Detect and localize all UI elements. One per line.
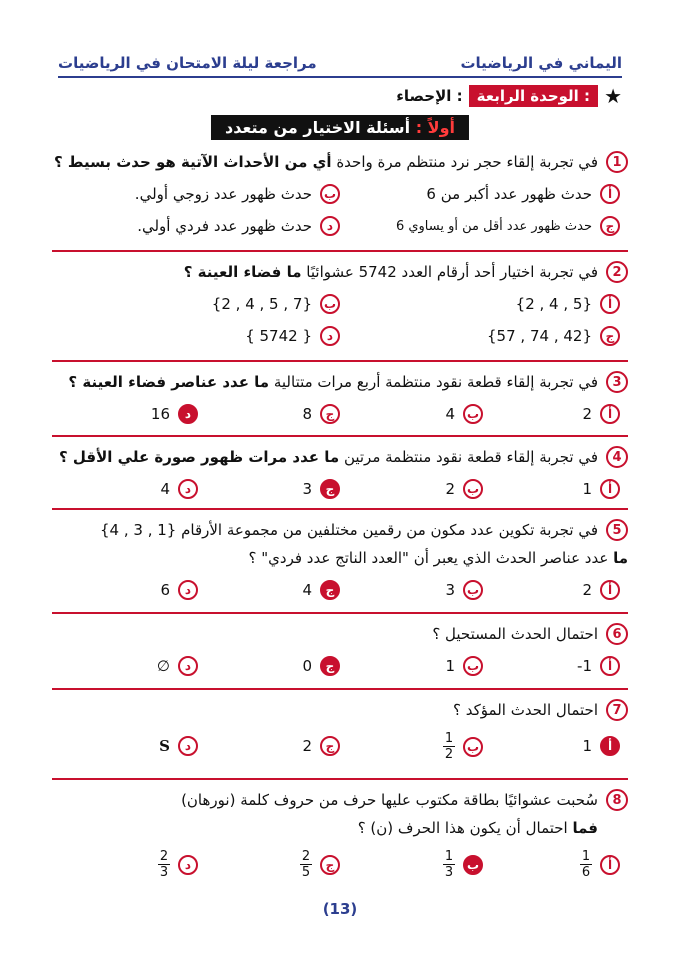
question-divider	[52, 688, 628, 690]
option-value: 1	[445, 657, 455, 675]
option-d[interactable]	[245, 326, 340, 346]
option-letter: ج	[320, 855, 340, 875]
option-letter: أ	[600, 294, 620, 314]
question-divider	[52, 360, 628, 362]
option-b[interactable]	[443, 850, 483, 879]
option-letter: أ	[600, 580, 620, 600]
option-value: 0	[302, 657, 312, 675]
option-c[interactable]	[487, 326, 620, 346]
option-letter: د	[178, 736, 198, 756]
question-divider	[52, 435, 628, 437]
option-c[interactable]	[396, 216, 620, 236]
section-label: أسئلة الاختيار من متعدد	[224, 118, 411, 137]
option-value: -1	[577, 657, 592, 675]
option-b[interactable]	[212, 294, 340, 314]
option-letter: ج	[600, 216, 620, 236]
option-fraction: $\frac{2}{5}$	[301, 849, 311, 880]
header-author: اليماني في الرياضيات	[460, 54, 622, 72]
question-text: في تجربة إلقاء قطعة نقود منتظمة أربع مرات متتالية ما عدد عناصر فضاء العينة ؟	[68, 373, 598, 391]
option-a[interactable]	[516, 294, 620, 314]
question-text: احتمال الحدث المؤكد ؟	[453, 701, 598, 719]
option-a[interactable]	[582, 580, 620, 600]
question-2	[52, 260, 628, 355]
question-3	[52, 370, 628, 435]
option-value: ∅	[156, 657, 170, 675]
question-number: 6	[606, 623, 628, 645]
unit-badge: الوحدة الرابعة :	[469, 85, 598, 107]
header-divider	[58, 76, 622, 78]
option-c[interactable]	[302, 404, 340, 424]
question-text: في تجربة اختيار أحد أرقام العدد 5742 عشوائيًا ما فضاء العينة ؟	[183, 263, 598, 281]
option-letter: أ	[600, 736, 620, 756]
option-letter: ج	[320, 404, 340, 424]
option-letter: د	[178, 855, 198, 875]
option-b[interactable]	[445, 404, 483, 424]
option-fraction: $\frac{2}{3}$	[159, 849, 169, 880]
question-text: في تجربة إلقاء قطعة نقود منتظمة مرتين ما عدد مرات ظهور صورة علي الأقل ؟	[59, 448, 598, 466]
option-fraction: $\frac{1}{6}$	[581, 849, 591, 880]
question-number: 3	[606, 371, 628, 393]
question-number: 1	[606, 151, 628, 173]
option-letter: ب	[463, 479, 483, 499]
option-value: 2	[445, 480, 455, 498]
option-b[interactable]	[445, 580, 483, 600]
option-value: 6	[160, 581, 170, 599]
option-value: 1	[582, 480, 592, 498]
option-value: 2	[302, 737, 312, 755]
option-value: حدث ظهور عدد فردي أولي.	[137, 217, 312, 235]
option-letter: أ	[600, 656, 620, 676]
question-divider	[52, 250, 628, 252]
option-d[interactable]	[160, 580, 198, 600]
option-value: S	[159, 737, 170, 755]
question-8	[52, 788, 628, 888]
option-letter: أ	[600, 184, 620, 204]
option-letter: د	[320, 216, 340, 236]
option-d[interactable]	[137, 216, 340, 236]
option-value: 3	[445, 581, 455, 599]
option-letter: ب	[463, 580, 483, 600]
option-value: حدث ظهور عدد أكبر من 6	[426, 185, 592, 203]
unit-title: الإحصاء :	[396, 87, 463, 105]
option-d[interactable]	[157, 656, 198, 676]
option-letter: أ	[600, 855, 620, 875]
page-header	[58, 52, 622, 78]
option-letter: ب	[463, 737, 483, 757]
option-a[interactable]	[582, 736, 620, 756]
option-letter: ج	[320, 656, 340, 676]
option-letter: أ	[600, 404, 620, 424]
option-letter: د	[320, 326, 340, 346]
question-number: 2	[606, 261, 628, 283]
option-a[interactable]	[582, 479, 620, 499]
question-divider	[52, 508, 628, 510]
question-7	[52, 698, 628, 778]
option-value: 2	[582, 581, 592, 599]
option-value: حدث ظهور عدد أقل من أو يساوي 6	[395, 218, 592, 234]
question-text-line2: فما احتمال أن يكون هذا الحرف (ن) ؟	[357, 819, 598, 837]
option-c[interactable]	[302, 479, 340, 499]
question-divider	[52, 778, 628, 780]
option-letter: د	[178, 404, 198, 424]
option-b[interactable]	[445, 656, 483, 676]
option-c[interactable]	[302, 656, 340, 676]
option-d[interactable]	[160, 479, 198, 499]
option-letter: ب	[463, 404, 483, 424]
header-title: مراجعة ليلة الامتحان في الرياضيات	[58, 54, 317, 72]
option-value: 4	[302, 581, 312, 599]
option-a[interactable]	[577, 656, 620, 676]
star-icon: ★	[604, 84, 622, 108]
option-b[interactable]	[443, 732, 483, 761]
option-value: حدث ظهور عدد زوجي أولي.	[134, 185, 312, 203]
option-d[interactable]	[158, 850, 198, 879]
question-text: سُحبت عشوائيًا بطاقة مكتوب عليها حرف من حروف كلمة (نورهان)	[181, 791, 598, 809]
option-c[interactable]	[302, 736, 340, 756]
question-divider	[52, 612, 628, 614]
option-letter: ب	[463, 656, 483, 676]
option-value: {7 , 5 , 4 , 2}	[211, 295, 312, 313]
option-b[interactable]	[445, 479, 483, 499]
unit-heading	[396, 83, 622, 109]
option-value: 4	[445, 405, 455, 423]
option-value: 16	[150, 405, 170, 423]
option-fraction: $\frac{1}{3}$	[444, 849, 454, 880]
question-number: 4	[606, 446, 628, 468]
option-d[interactable]	[151, 404, 198, 424]
section-prefix: أولاً :	[415, 118, 456, 137]
option-value: { 5742 }	[245, 327, 312, 345]
section-title	[211, 115, 469, 140]
option-value: 4	[160, 480, 170, 498]
question-number: 5	[606, 519, 628, 541]
option-letter: ج	[320, 736, 340, 756]
question-5	[52, 518, 628, 608]
option-value: {42 , 74 , 57}	[487, 327, 592, 345]
option-a[interactable]	[426, 184, 620, 204]
question-text-line2: ما عدد عناصر الحدث الذي يعبر أن "العدد الناتج عدد فردي" ؟	[248, 549, 628, 567]
question-4	[52, 445, 628, 510]
option-d[interactable]	[159, 736, 198, 756]
option-letter: ج	[320, 580, 340, 600]
question-text: في تجربة إلقاء حجر نرد منتظم مرة واحدة أي من الأحداث الآتية هو حدث بسيط ؟	[54, 153, 598, 171]
option-letter: د	[178, 580, 198, 600]
option-fraction: $\frac{1}{2}$	[444, 731, 454, 762]
option-value: 2	[582, 405, 592, 423]
option-value: 1	[582, 737, 592, 755]
option-value: 3	[302, 480, 312, 498]
option-letter: ب	[320, 184, 340, 204]
option-a[interactable]	[582, 404, 620, 424]
option-a[interactable]	[580, 850, 620, 879]
question-text: في تجربة تكوين عدد مكون من رقمين مختلفين من مجموعة الأرقام {1 , 3 , 4}	[99, 521, 598, 539]
option-letter: د	[178, 656, 198, 676]
option-c[interactable]	[302, 580, 340, 600]
option-b[interactable]	[135, 184, 340, 204]
question-number: 7	[606, 699, 628, 721]
question-text: احتمال الحدث المستحيل ؟	[432, 625, 598, 643]
option-letter: ج	[600, 326, 620, 346]
option-value: {5 , 4 , 2}	[515, 295, 592, 313]
option-value: 8	[302, 405, 312, 423]
option-letter: ب	[463, 855, 483, 875]
option-letter: أ	[600, 479, 620, 499]
option-c[interactable]	[300, 850, 340, 879]
question-6	[52, 622, 628, 687]
option-letter: ج	[320, 479, 340, 499]
page-number: (13)	[322, 900, 358, 918]
option-letter: ب	[320, 294, 340, 314]
question-number: 8	[606, 789, 628, 811]
question-1	[52, 150, 628, 245]
option-letter: د	[178, 479, 198, 499]
